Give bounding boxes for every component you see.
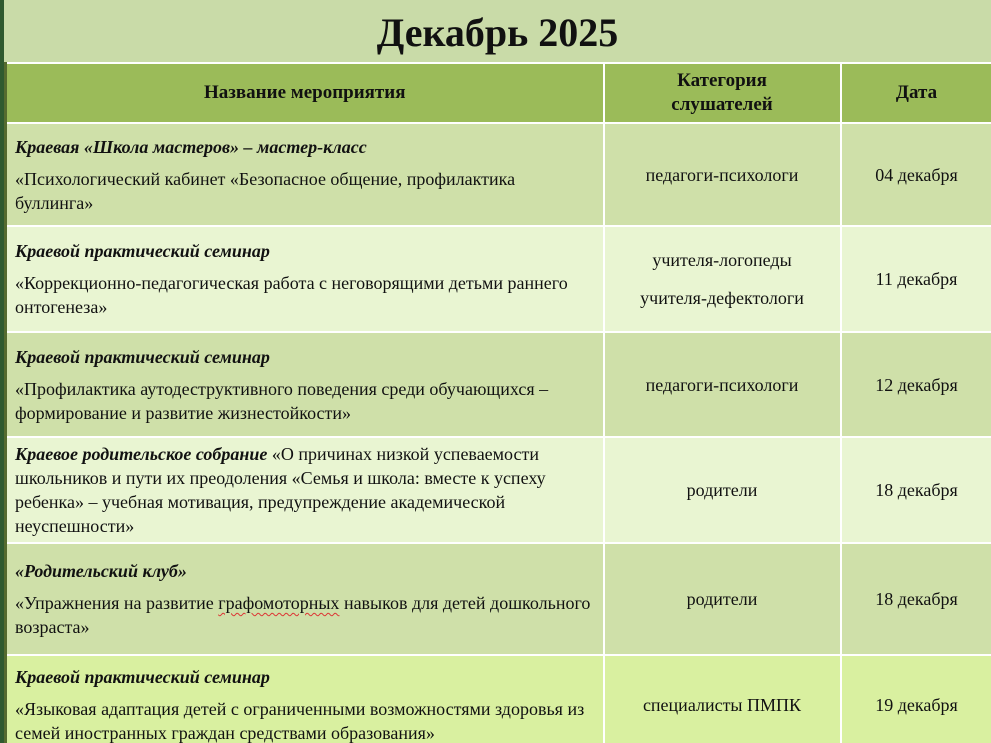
- category-cell: [604, 226, 841, 332]
- date-cell: 12 декабря: [841, 332, 991, 437]
- table-row: [6, 332, 991, 437]
- event-kind: «Родительский клуб»: [15, 561, 187, 581]
- event-topic: «О причинах низкой успеваемости школьников и пути их преодоления «Семья и школа: вместе к успеху ребенка» – учебная мотивация, предупреждение академической неуспешности»: [15, 444, 546, 536]
- category-value: специалисты ПМПК: [642, 695, 802, 715]
- page-title: Декабрь 2025: [4, 0, 991, 62]
- date-cell: 18 декабря: [841, 543, 991, 655]
- event-kind: Краевое родительское собрание: [15, 444, 268, 464]
- event-topic: «Языковая адаптация детей с ограниченными возможностями здоровья из семей иностранных граждан средствами образования»: [15, 699, 585, 743]
- event-kind: Краевой практический семинар: [15, 667, 270, 687]
- event-kind: Краевой практический семинар: [15, 241, 270, 261]
- category-cell: [604, 655, 841, 743]
- date-cell: 18 декабря: [841, 437, 991, 543]
- event-cell: [6, 655, 604, 743]
- event-topic-part: навыков для детей дошкольного возраста»: [15, 593, 591, 637]
- event-topic: [15, 593, 590, 637]
- table-row: [6, 123, 991, 226]
- category-value: родители: [686, 589, 758, 609]
- event-topic-spellcheck-word: графомоторных: [218, 593, 340, 613]
- event-cell: [6, 226, 604, 332]
- category-cell: [604, 543, 841, 655]
- event-cell: [6, 543, 604, 655]
- category-cell: [604, 332, 841, 437]
- page: [4, 0, 991, 743]
- events-table: [4, 62, 991, 743]
- category-value: учителя-логопеды: [652, 250, 792, 270]
- date-cell: 04 декабря: [841, 123, 991, 226]
- category-value: педагоги-психологи: [645, 164, 799, 185]
- header-category-label: Категория слушателей: [671, 70, 773, 115]
- category-value: родители: [686, 480, 758, 500]
- table-header-row: [6, 63, 991, 123]
- category-cell: [604, 123, 841, 226]
- event-topic: «Коррекционно-педагогическая работа с неговорящими детьми раннего онтогенеза»: [15, 273, 568, 317]
- header-date: Дата: [841, 63, 991, 123]
- event-cell: [6, 332, 604, 437]
- header-event-name: Название мероприятия: [6, 63, 604, 123]
- header-category: [604, 63, 841, 123]
- category-cell: [604, 437, 841, 543]
- date-cell: 11 декабря: [841, 226, 991, 332]
- event-topic: «Психологический кабинет «Безопасное общение, профилактика буллинга»: [15, 168, 516, 213]
- table-row: [6, 543, 991, 655]
- event-cell: [6, 437, 604, 543]
- table-row: [6, 226, 991, 332]
- event-cell: [6, 123, 604, 226]
- table-row: [6, 655, 991, 743]
- event-topic-part: «Упражнения на развитие: [15, 593, 219, 613]
- table-row: [6, 437, 991, 543]
- event-topic: «Профилактика аутодеструктивного поведения среди обучающихся – формирование и развитие жизнестойкости»: [15, 378, 549, 423]
- date-cell: 19 декабря: [841, 655, 991, 743]
- category-value: учителя-дефектологи: [640, 288, 804, 308]
- category-value: педагоги-психологи: [645, 374, 799, 395]
- event-kind: Краевой практический семинар: [15, 346, 270, 367]
- event-kind: Краевая «Школа мастеров» – мастер-класс: [15, 136, 367, 157]
